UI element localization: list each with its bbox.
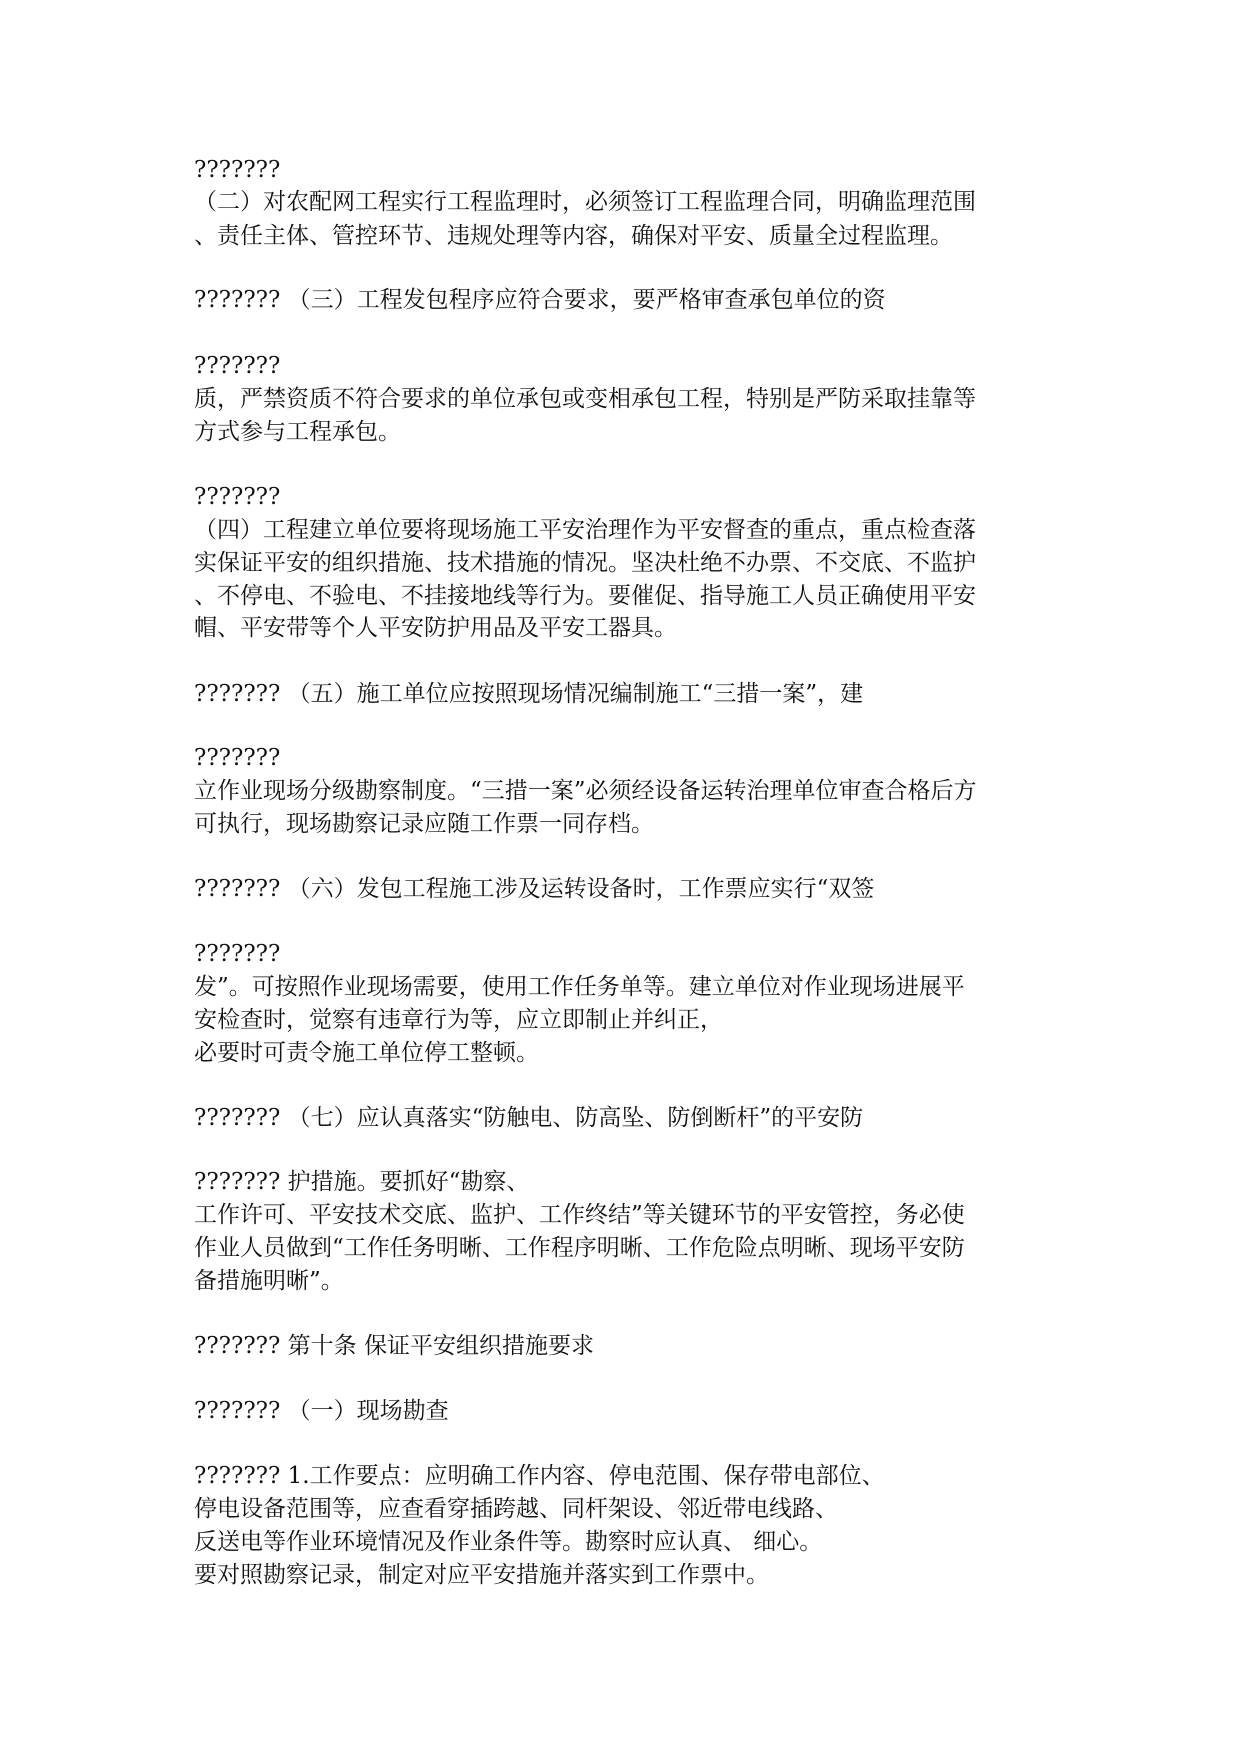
text-line: 立作业现场分级勘察制度。“三措一案”必须经设备运转治理单位审查合格后方 — [194, 778, 977, 804]
text-line: ??????? — [194, 157, 281, 183]
text-line: ??????? 1.工作要点：应明确工作内容、停电范围、保存带电部位、 — [194, 1463, 885, 1489]
text-line: 质，严禁资质不符合要求的单位承包或变相承包工程，特别是严防采取挂靠等 — [194, 386, 976, 412]
text-line: （四）工程建立单位要将现场施工平安治理作为平安督查的重点，重点检查落 — [194, 517, 976, 543]
text-line: 备措施明晰”。 — [194, 1268, 344, 1294]
text-line: 、不停电、不验电、不挂接地线等行为。要催促、指导施工人员正确使用平安 — [194, 583, 976, 609]
text-line: 必要时可责令施工单位停工整顿。 — [194, 1040, 539, 1066]
text-line: ??????? 护措施。要抓好“勘察、 — [194, 1169, 530, 1195]
text-line: 停电设备范围等，应查看穿插跨越、同杆架设、邻近带电线路、 — [194, 1496, 838, 1522]
text-line: 要对照勘察记录，制定对应平安措施并落实到工作票中。 — [194, 1562, 769, 1588]
text-line: ??????? （三）工程发包程序应符合要求，要严格审查承包单位的资 — [194, 287, 886, 313]
text-line: 工作许可、平安技术交底、监护、工作终结”等关键环节的平安管控，务必使 — [194, 1202, 965, 1228]
text-line: 发”。可按照作业现场需要，使用工作任务单等。建立单位对作业现场进展平 — [194, 974, 965, 1000]
text-line: 帽、平安带等个人平安防护用品及平安工器具。 — [194, 615, 677, 641]
text-line: ??????? （七）应认真落实“防触电、防高坠、防倒断杆”的平安防 — [194, 1105, 864, 1131]
text-line: 安检查时，觉察有违章行为等，应立即制止并纠正， — [194, 1007, 723, 1033]
text-line: 可执行，现场勘察记录应随工作票一同存档。 — [194, 811, 654, 837]
text-line: 反送电等作业环境情况及作业条件等。勘察时应认真、 细心。 — [194, 1529, 823, 1555]
text-line: ??????? — [194, 353, 281, 379]
text-line: 作业人员做到“工作任务明晰、工作程序明晰、工作危险点明晰、现场平安防 — [194, 1235, 965, 1261]
text-line: 方式参与工程承包。 — [194, 419, 401, 445]
text-line: ??????? （一）现场勘查 — [194, 1398, 449, 1424]
text-line: ??????? （五）施工单位应按照现场情况编制施工“三措一案”，建 — [194, 681, 864, 707]
text-line: ??????? （六）发包工程施工涉及运转设备时，工作票应实行“双签 — [194, 876, 875, 902]
text-line: 、责任主体、管控环节、违规处理等内容，确保对平安、质量全过程监理。 — [194, 223, 953, 249]
text-line: ??????? — [194, 941, 281, 967]
text-line: ??????? — [194, 745, 281, 771]
text-line: 实保证平安的组织措施、技术措施的情况。坚决杜绝不办票、不交底、不监护 — [194, 550, 976, 576]
text-line: （二）对农配网工程实行工程监理时，必须签订工程监理合同，明确监理范围 — [194, 189, 976, 215]
text-line: ??????? — [194, 484, 281, 510]
text-line: ??????? 第十条 保证平安组织措施要求 — [194, 1333, 594, 1359]
